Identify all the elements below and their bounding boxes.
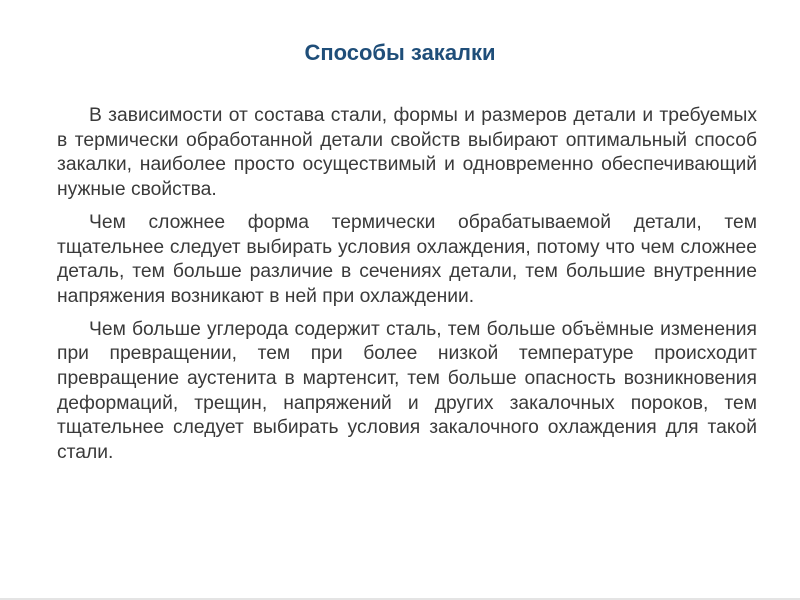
paragraph-3: Чем больше углерода содержит сталь, тем больше объёмные изменения при превращении, тем при более низкой температуре происходит превращение аустенита в мартенсит, тем больше опасность возникновения деформаций, трещин, напряжений и других закалочных пороков, тем тщательнее следует выбирать условия закалочного охлаждения для такой стали. (57, 318, 757, 464)
slide-title: Способы закалки (304, 40, 496, 65)
paragraph-2: Чем сложнее форма термически обрабатываемой детали, тем тщательнее следует выбирать условия охлаждения, потому что чем сложнее деталь, тем больше различие в сечениях детали, тем большие внутренние напряжения возникают в ней при охлаждении. (57, 211, 757, 307)
slide-body (57, 104, 757, 474)
paragraph-1: В зависимости от состава стали, формы и размеров детали и требуемых в термически обработанной детали свойств выбирают оптимальный способ закалки, наиболее просто осуществимый и одновременно обеспечивающий нужные свойства. (57, 105, 757, 201)
